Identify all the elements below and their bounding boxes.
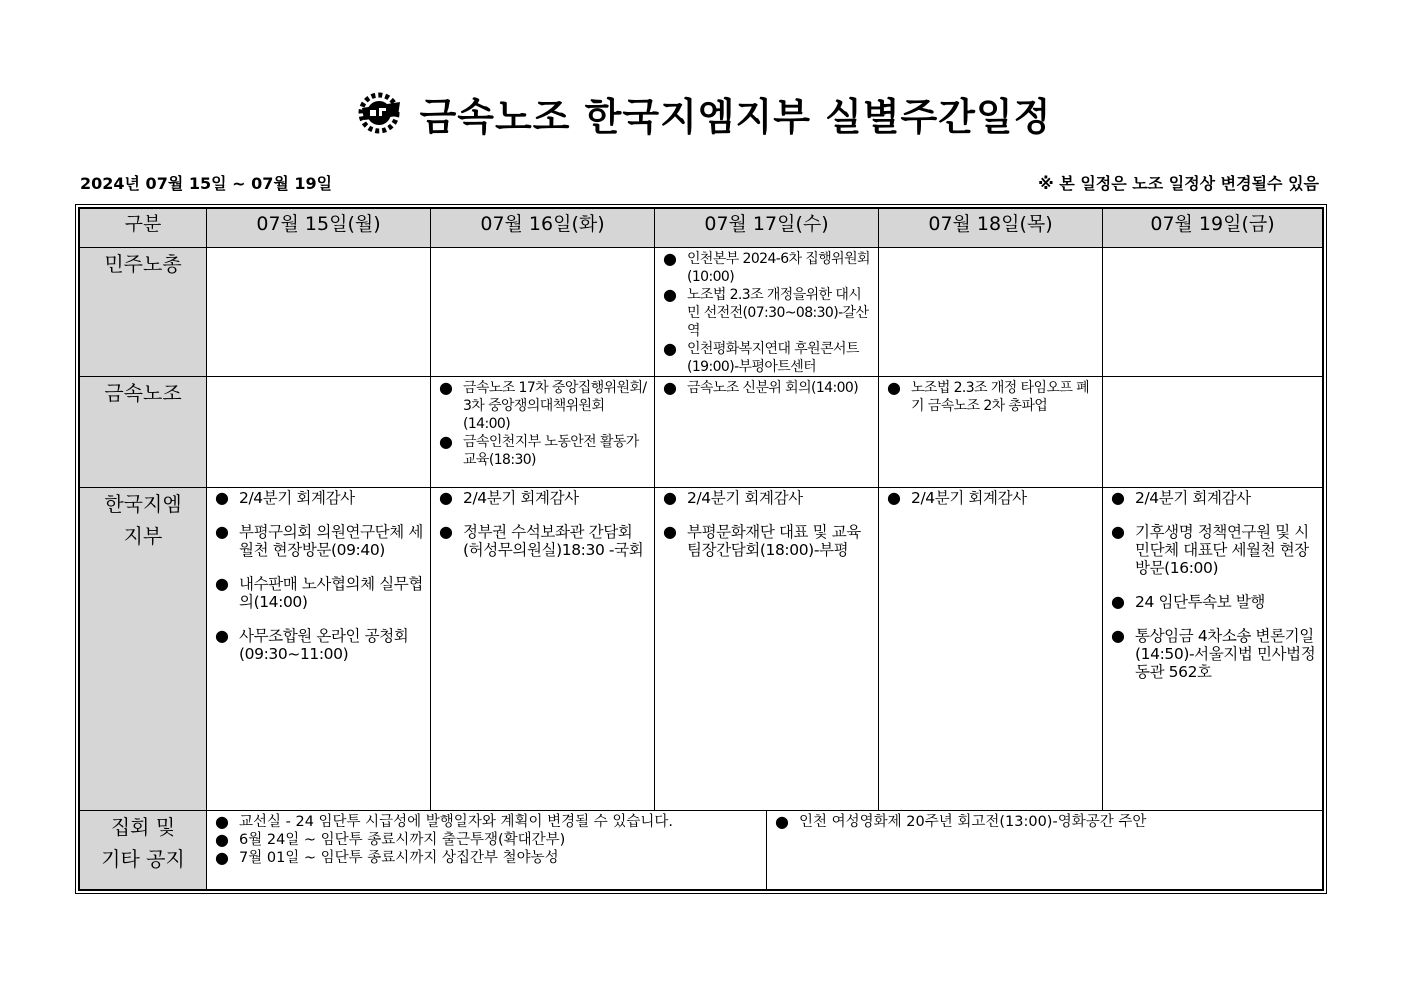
event-item: ● 2/4분기 회계감사 (439, 489, 650, 507)
schedule-cell (655, 377, 879, 488)
day-header: 07월 18일(목) (879, 209, 1103, 248)
row-label-line: 금속노조 (104, 381, 182, 405)
schedule-cell (431, 248, 655, 377)
event-list (207, 488, 430, 663)
date-range: 2024년 07월 15일 ~ 07월 19일 (80, 174, 333, 193)
change-notice: ※ 본 일정은 노조 일정상 변경될수 있음 (1038, 174, 1319, 193)
event-item: ● 통상임금 4차소송 변론기일(14:50)-서울지법 민사법정 동관 562호 (1111, 627, 1318, 681)
notice-item: ● 인천 여성영화제 20주년 회고전(13:00)-영화공간 주안 (775, 813, 1318, 831)
schedule-cell (207, 377, 431, 488)
schedule-cell (879, 488, 1103, 811)
event-list (655, 248, 878, 376)
day-header: 07월 16일(화) (431, 209, 655, 248)
row-gmk (80, 488, 1323, 811)
schedule-cell (879, 377, 1103, 488)
row-notices (80, 811, 1323, 890)
event-item: ● 2/4분기 회계감사 (887, 489, 1098, 507)
event-item: ● 기후생명 정책연구원 및 시민단체 대표단 세월천 현장방문(16:00) (1111, 523, 1318, 577)
notice-list (767, 811, 1322, 831)
schedule-cell (1103, 248, 1323, 377)
event-item: ● 2/4분기 회계감사 (1111, 489, 1318, 507)
schedule-cell (207, 488, 431, 811)
event-item: ● 24 임단투속보 발행 (1111, 593, 1318, 611)
event-item: ● 2/4분기 회계감사 (663, 489, 874, 507)
corner-cell: 구분 (80, 209, 207, 248)
title-area (0, 88, 1403, 138)
schedule-table (75, 204, 1327, 894)
header-row (80, 209, 1323, 248)
event-item: ● 내수판매 노사협의체 실무협의(14:00) (215, 575, 426, 611)
row-kmwu (80, 377, 1323, 488)
row-label-line: 집회 및 (110, 815, 176, 839)
schedule-cell (1103, 488, 1323, 811)
event-item: ● 부평구의회 의원연구단체 세월천 현장방문(09:40) (215, 523, 426, 559)
event-item: ● 정부권 수석보좌관 간담회(허성무의원실)18:30 -국회 (439, 523, 650, 559)
event-item: ● 노조법 2.3조 개정을위한 대시민 선전전(07:30~08:30)-갈산역 (663, 286, 874, 340)
event-list (655, 488, 878, 559)
schedule-cell (879, 248, 1103, 377)
event-list (655, 377, 878, 397)
event-item: ● 노조법 2.3조 개정 타임오프 폐기 금속노조 2차 총파업 (887, 379, 1098, 415)
schedule-cell (1103, 377, 1323, 488)
row-label (80, 488, 207, 811)
event-item: ● 사무조합원 온라인 공청회(09:30~11:00) (215, 627, 426, 663)
event-list (431, 488, 654, 559)
notice-item: ● 6월 24일 ~ 임단투 종료시까지 출근투쟁(확대간부) (215, 831, 762, 849)
event-item: ● 인천평화복지연대 후원콘서트 (19:00)-부평아트센터 (663, 340, 874, 376)
union-logo-icon (352, 86, 406, 140)
notice-item: ● 교선실 - 24 임단투 시급성에 발행일자와 계획이 변경될 수 있습니다. (215, 813, 762, 831)
row-label-line: 기타 공지 (101, 847, 185, 871)
row-label (80, 248, 207, 377)
event-item: ● 금속노조 17차 중앙집행위원회/ 3차 중앙쟁의대책위원회(14:00) (439, 379, 650, 433)
notice-cell (207, 811, 1323, 890)
event-list (1103, 488, 1322, 681)
page-title: 금속노조 한국지엠지부 실별주간일정 (419, 94, 1052, 139)
day-header: 07월 19일(금) (1103, 209, 1323, 248)
schedule-cell (207, 248, 431, 377)
row-label-line: 한국지엠 (104, 492, 182, 516)
event-list (879, 377, 1102, 415)
notice-split (207, 811, 1322, 889)
row-label (80, 811, 207, 890)
event-list (431, 377, 654, 469)
schedule-cell (431, 488, 655, 811)
notice-right (767, 811, 1322, 889)
row-label (80, 377, 207, 488)
day-header: 07월 15일(월) (207, 209, 431, 248)
row-label-line: 민주노총 (104, 252, 182, 276)
schedule-cell (431, 377, 655, 488)
event-item: ● 인천본부 2024-6차 집행위원회 (10:00) (663, 250, 874, 286)
notice-item: ● 7월 01일 ~ 임단투 종료시까지 상집간부 철야농성 (215, 849, 762, 867)
event-list (879, 488, 1102, 507)
notice-list (207, 811, 766, 867)
row-kctu (80, 248, 1323, 377)
day-header: 07월 17일(수) (655, 209, 879, 248)
schedule-cell (655, 488, 879, 811)
schedule-cell (655, 248, 879, 377)
event-item: ● 부평문화재단 대표 및 교육팀장간담회(18:00)-부평 (663, 523, 874, 559)
row-label-line: 지부 (123, 524, 163, 548)
event-item: ● 2/4분기 회계감사 (215, 489, 426, 507)
notice-left (207, 811, 767, 889)
event-item: ● 금속인천지부 노동안전 활동가 교육(18:30) (439, 433, 650, 469)
event-item: ● 금속노조 신분위 회의(14:00) (663, 379, 874, 397)
